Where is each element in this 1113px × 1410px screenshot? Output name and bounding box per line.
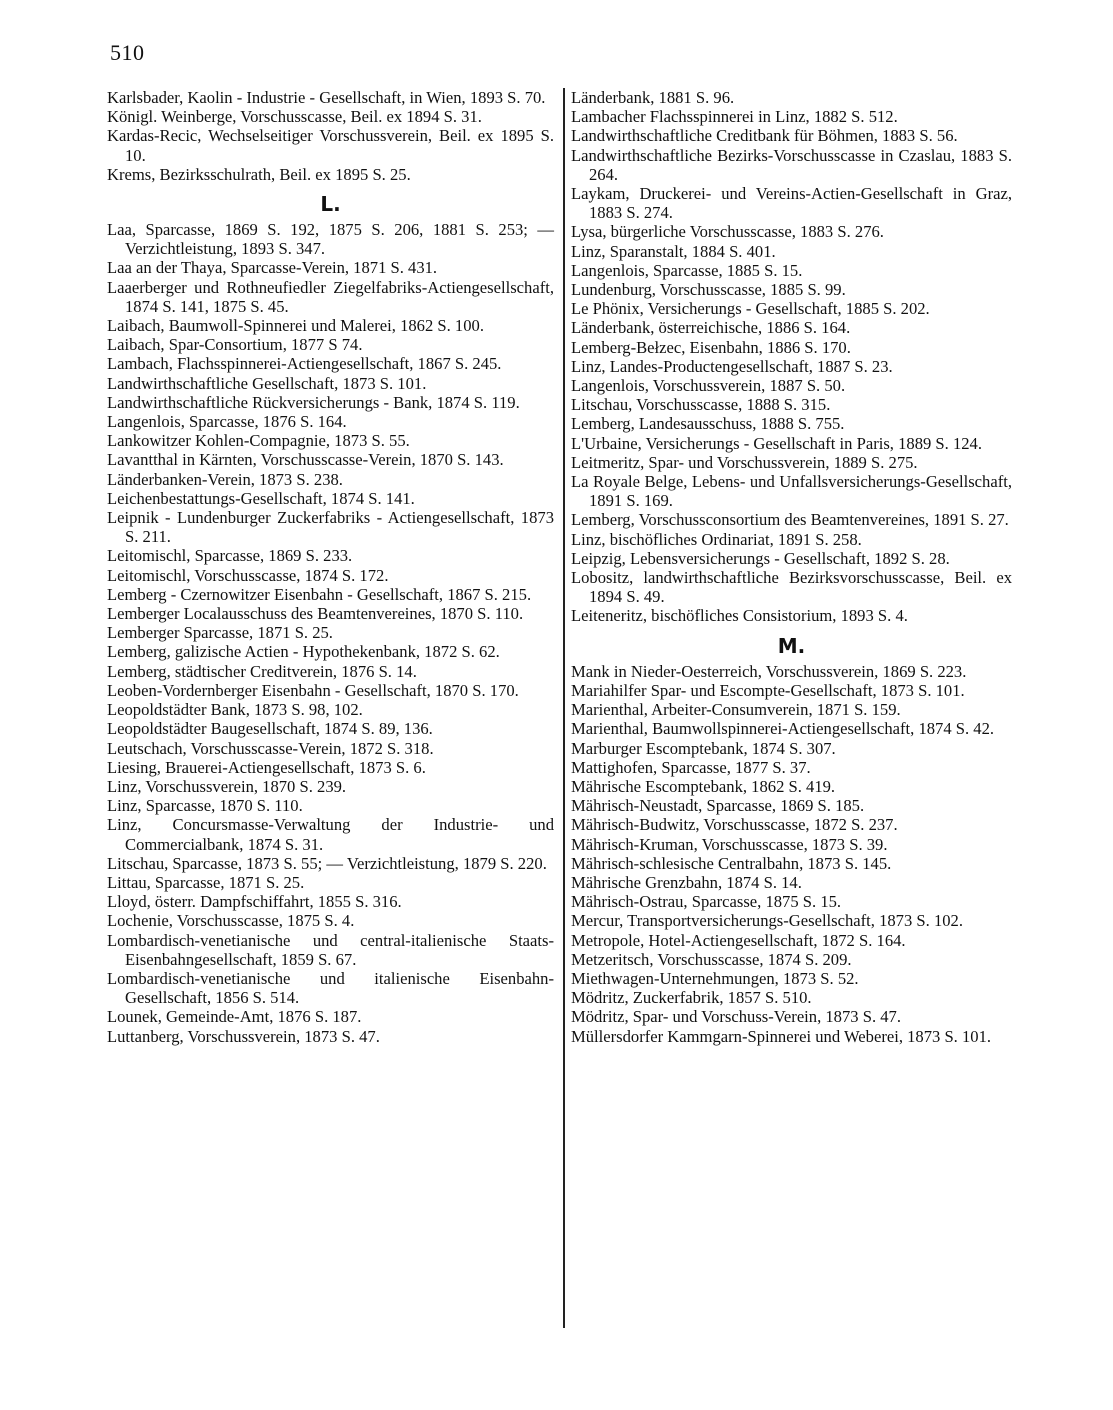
page-number: 510 — [110, 40, 145, 65]
index-entry: Marburger Escomptebank, 1874 S. 307. — [571, 738, 836, 758]
index-entry: Leiteneritz, bischöfliches Consistorium, 1893 S. 4. — [571, 606, 908, 626]
column-divider — [563, 88, 565, 1328]
index-entry: Marienthal, Baumwollspinnerei-Actiengesellschaft, 1874 S. 42. — [571, 719, 995, 739]
index-entry: La Royale Belge, Lebens- und Unfallsversicherungs-Gesellschaft, 1891 S. 169. — [571, 472, 1012, 511]
index-entry: Leopoldstädter Baugesellschaft, 1874 S. 89, 136. — [107, 719, 433, 739]
index-entry: Mährische Escomptebank, 1862 S. 419. — [571, 776, 836, 796]
index-entry: Königl. Weinberge, Vorschusscasse, Beil. ex 1894 S. 31. — [107, 107, 482, 127]
index-entry: Mährisch-Kruman, Vorschusscasse, 1873 S. 39. — [571, 834, 888, 854]
index-entry: Müllersdorfer Kammgarn-Spinnerei und Weberei, 1873 S. 101. — [571, 1026, 992, 1046]
index-entry: Linz, Vorschussverein, 1870 S. 239. — [107, 776, 347, 796]
index-entry: Liesing, Brauerei-Actiengesellschaft, 1873 S. 6. — [107, 757, 426, 777]
index-entry: Lavantthal in Kärnten, Vorschusscasse-Verein, 1870 S. 143. — [107, 450, 504, 470]
index-entry: Kardas-Recic, Wechselseitiger Vorschussverein, Beil. ex 1895 S. 10. — [107, 126, 554, 165]
index-entry: Lambach, Flachsspinnerei-Actiengesellschaft, 1867 S. 245. — [107, 354, 502, 374]
index-entry: Lemberg, städtischer Creditverein, 1876 S. 14. — [107, 661, 417, 681]
index-entry: Lemberger Localausschuss des Beamtenvereines, 1870 S. 110. — [107, 604, 524, 624]
index-entry: Linz, Sparanstalt, 1884 S. 401. — [571, 241, 776, 261]
index-entry: Lemberger Sparcasse, 1871 S. 25. — [107, 623, 333, 643]
index-entry: Linz, Landes-Productengesellschaft, 1887 S. 23. — [571, 356, 893, 376]
entries-k — [107, 88, 554, 184]
index-entry: Lombardisch-venetianische und central-italienische Staats-Eisenbahngesellschaft, 1859 S. 67. — [107, 930, 554, 969]
index-entry: Landwirthschaftliche Bezirks-Vorschusscasse in Czaslau, 1883 S. 264. — [571, 145, 1012, 184]
index-entry: Linz, bischöfliches Ordinariat, 1891 S. 258. — [571, 529, 862, 549]
index-entry: Langenlois, Sparcasse, 1885 S. 15. — [571, 260, 803, 280]
right-column — [571, 88, 1012, 1046]
index-entry: Leitomischl, Sparcasse, 1869 S. 233. — [107, 546, 353, 566]
entries-l-continued — [571, 88, 1012, 626]
index-entry: Laaerberger und Rothneufiedler Ziegelfabriks-Actiengesellschaft, 1874 S. 141, 1875 S. 45. — [107, 277, 554, 316]
index-entry: Marienthal, Arbeiter-Consumverein, 1871 S. 159. — [571, 700, 901, 720]
index-entry: Lemberg-Bełzec, Eisenbahn, 1886 S. 170. — [571, 337, 851, 357]
index-entry: Linz, Concursmasse-Verwaltung der Industrie- und Commercialbank, 1874 S. 31. — [107, 815, 554, 854]
index-entry: Lysa, bürgerliche Vorschusscasse, 1883 S. 276. — [571, 222, 884, 242]
index-entry: Laa, Sparcasse, 1869 S. 192, 1875 S. 206, 1881 S. 253; — Verzichtleistung, 1893 S. 347. — [107, 220, 554, 259]
index-entry: Lemberg, Vorschussconsortium des Beamtenvereines, 1891 S. 27. — [571, 510, 1009, 530]
index-entry: Leopoldstädter Bank, 1873 S. 98, 102. — [107, 700, 363, 720]
index-entry: Leichenbestattungs-Gesellschaft, 1874 S. 141. — [107, 488, 415, 508]
index-entry: Litschau, Vorschusscasse, 1888 S. 315. — [571, 395, 831, 415]
index-entry: Länderbank, österreichische, 1886 S. 164. — [571, 318, 851, 338]
index-entry: Laibach, Spar-Consortium, 1877 S 74. — [107, 335, 363, 355]
section-heading-l: L. — [320, 192, 341, 217]
index-entry: Metropole, Hotel-Actiengesellschaft, 1872 S. 164. — [571, 930, 906, 950]
index-entry: Littau, Sparcasse, 1871 S. 25. — [107, 872, 305, 892]
index-entry: Laykam, Druckerei- und Vereins-Actien-Gesellschaft in Graz, 1883 S. 274. — [571, 184, 1012, 223]
index-entry: Langenlois, Sparcasse, 1876 S. 164. — [107, 412, 347, 432]
index-entry: Metzeritsch, Vorschusscasse, 1874 S. 209. — [571, 949, 852, 969]
index-entry: Leitmeritz, Spar- und Vorschussverein, 1889 S. 275. — [571, 452, 918, 472]
index-entry: Leipnik - Lundenburger Zuckerfabriks - Actiengesellschaft, 1873 S. 211. — [107, 508, 554, 547]
index-entry: Mährische Grenzbahn, 1874 S. 14. — [571, 872, 802, 892]
index-entry: Mährisch-schlesische Centralbahn, 1873 S. 145. — [571, 853, 892, 873]
index-entry: Mährisch-Ostrau, Sparcasse, 1875 S. 15. — [571, 892, 842, 912]
index-entry: Leoben-Vordernberger Eisenbahn - Gesellschaft, 1870 S. 170. — [107, 680, 519, 700]
index-entry: Mährisch-Neustadt, Sparcasse, 1869 S. 185. — [571, 796, 865, 816]
index-entry: Lemberg, galizische Actien - Hypothekenbank, 1872 S. 62. — [107, 642, 500, 662]
index-entry: Lambacher Flachsspinnerei in Linz, 1882 S. 512. — [571, 107, 898, 127]
index-entry: Litschau, Sparcasse, 1873 S. 55; — Verzichtleistung, 1879 S. 220. — [107, 853, 547, 873]
index-entry: Le Phönix, Versicherungs - Gesellschaft, 1885 S. 202. — [571, 299, 930, 319]
index-entry: Lemberg - Czernowitzer Eisenbahn - Gesellschaft, 1867 S. 215. — [107, 584, 532, 604]
index-entry: Lombardisch-venetianische und italienische Eisenbahn-Gesellschaft, 1856 S. 514. — [107, 968, 554, 1008]
index-entry: Länderbank, 1881 S. 96. — [571, 88, 735, 107]
entries-m — [571, 662, 1012, 1046]
index-entry: Laibach, Baumwoll-Spinnerei und Malerei, 1862 S. 100. — [107, 316, 484, 336]
index-entry: Lobositz, landwirthschaftliche Bezirksvorschusscasse, Beil. ex 1894 S. 49. — [571, 568, 1012, 607]
index-entry: Mattighofen, Sparcasse, 1877 S. 37. — [571, 757, 811, 777]
index-entry: Lemberg, Landesausschuss, 1888 S. 755. — [571, 414, 845, 434]
index-entry: Lloyd, österr. Dampfschiffahrt, 1855 S. 316. — [107, 892, 402, 912]
index-entry: Länderbanken-Verein, 1873 S. 238. — [107, 469, 343, 489]
index-entry: Linz, Sparcasse, 1870 S. 110. — [107, 796, 303, 816]
index-entry: Leipzig, Lebensversicherungs - Gesellschaft, 1892 S. 28. — [571, 548, 950, 568]
index-entry: Leutschach, Vorschusscasse-Verein, 1872 S. 318. — [107, 738, 434, 758]
index-entry: Mödritz, Spar- und Vorschuss-Verein, 1873 S. 47. — [571, 1007, 901, 1027]
index-entry: Landwirthschaftliche Rückversicherungs - Bank, 1874 S. 119. — [107, 392, 520, 412]
left-column — [107, 88, 554, 1046]
index-entry: Laa an der Thaya, Sparcasse-Verein, 1871 S. 431. — [107, 258, 438, 278]
index-entry: Karlsbader, Kaolin - Industrie - Gesellschaft, in Wien, 1893 S. 70. — [107, 88, 546, 107]
index-entry: Miethwagen-Unternehmungen, 1873 S. 52. — [571, 968, 859, 988]
index-entry: Mercur, Transportversicherungs-Gesellschaft, 1873 S. 102. — [571, 911, 963, 931]
index-entry: Mödritz, Zuckerfabrik, 1857 S. 510. — [571, 988, 812, 1008]
entries-l — [107, 220, 554, 1046]
index-entry: Langenlois, Vorschussverein, 1887 S. 50. — [571, 376, 846, 396]
index-entry: L'Urbaine, Versicherungs - Gesellschaft in Paris, 1889 S. 124. — [571, 433, 982, 453]
index-entry: Landwirthschaftliche Creditbank für Böhmen, 1883 S. 56. — [571, 126, 958, 146]
index-entry: Lounek, Gemeinde-Amt, 1876 S. 187. — [107, 1007, 362, 1027]
index-entry: Mährisch-Budwitz, Vorschusscasse, 1872 S. 237. — [571, 815, 898, 835]
section-heading-m: M. — [777, 633, 806, 658]
index-entry: Luttanberg, Vorschussverein, 1873 S. 47. — [107, 1026, 380, 1046]
index-entry: Leitomischl, Vorschusscasse, 1874 S. 172. — [107, 565, 389, 585]
index-entry: Lundenburg, Vorschusscasse, 1885 S. 99. — [571, 280, 846, 300]
index-entry: Mariahilfer Spar- und Escompte-Gesellschaft, 1873 S. 101. — [571, 680, 965, 700]
index-entry: Lochenie, Vorschusscasse, 1875 S. 4. — [107, 911, 355, 931]
index-entry: Lankowitzer Kohlen-Compagnie, 1873 S. 55. — [107, 431, 410, 451]
index-entry: Landwirthschaftliche Gesellschaft, 1873 S. 101. — [107, 373, 427, 393]
index-entry: Krems, Bezirksschulrath, Beil. ex 1895 S. 25. — [107, 164, 411, 184]
index-entry: Mank in Nieder-Oesterreich, Vorschussverein, 1869 S. 223. — [571, 661, 967, 681]
